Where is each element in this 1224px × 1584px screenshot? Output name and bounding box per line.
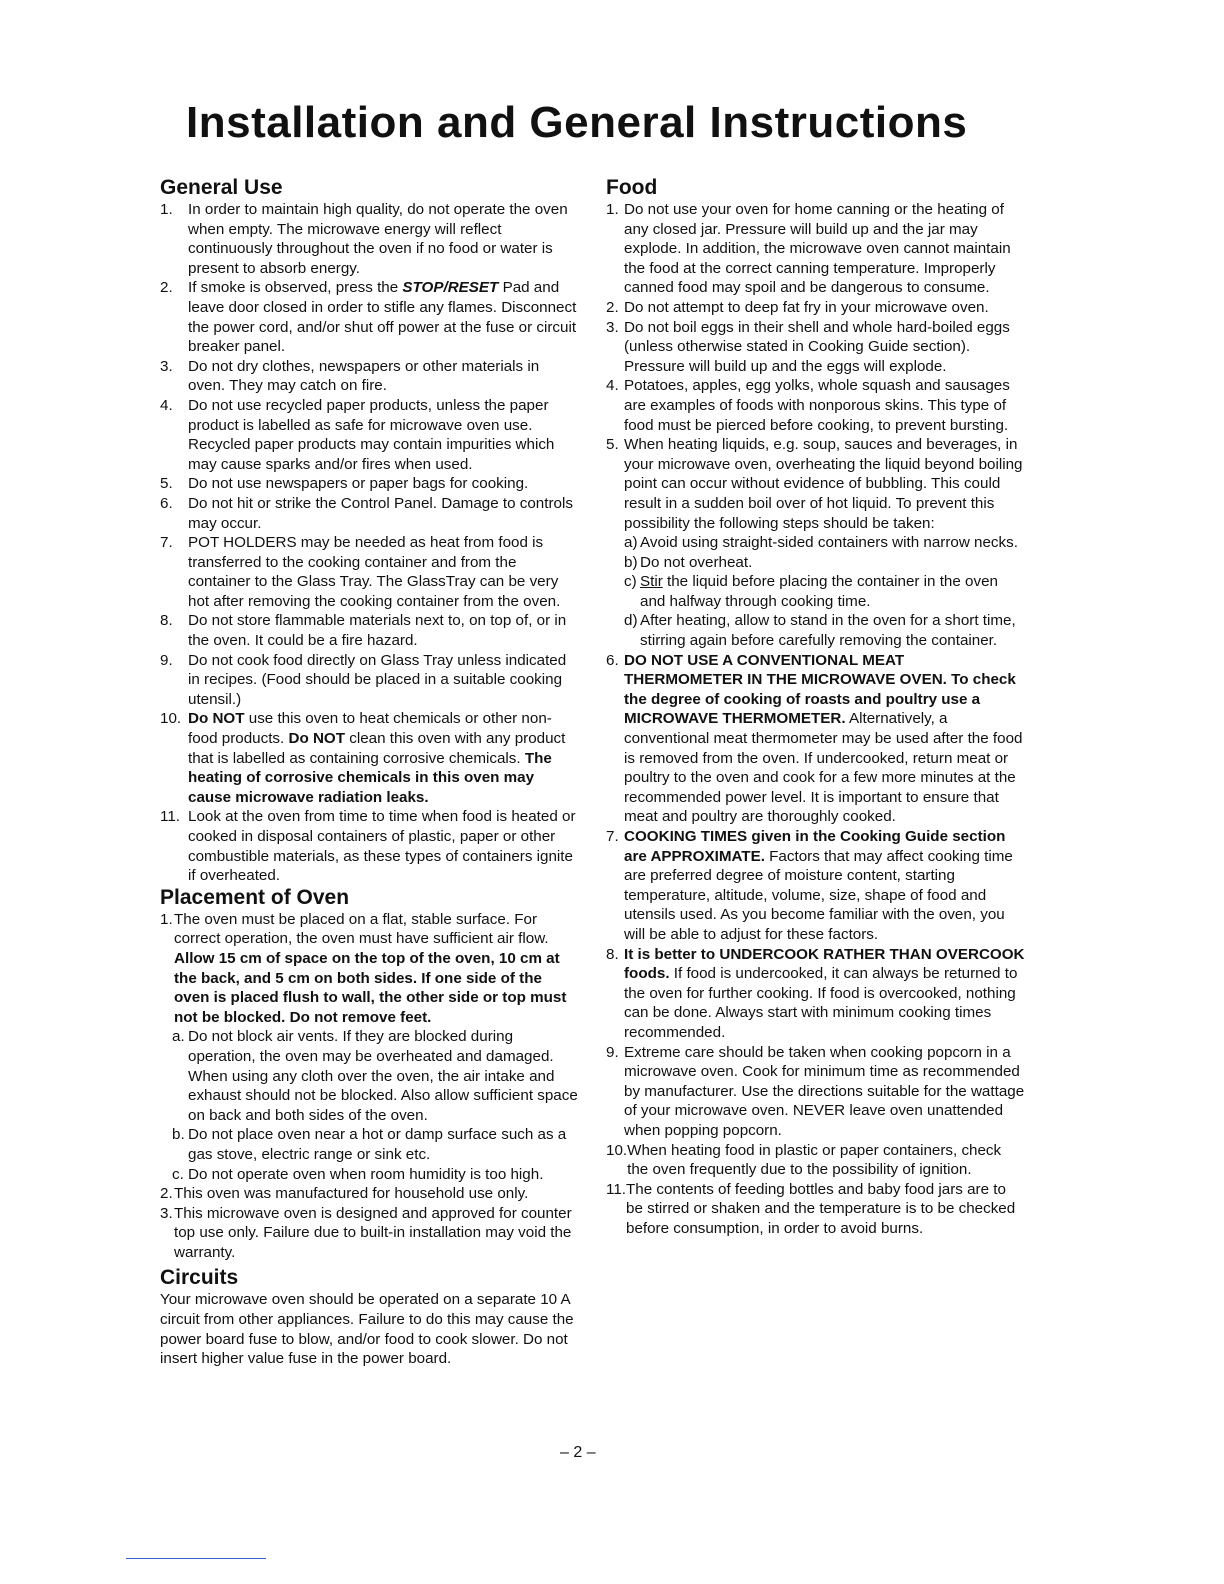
underlined-text: Stir: [640, 573, 663, 591]
item-number: 9.: [606, 1043, 619, 1061]
item-number: 2.: [606, 298, 619, 316]
sub-text: [640, 572, 1026, 611]
item-text: Do not use your oven for home canning or the heating of any closed jar. Pressure will build up and the jar may explode. In addition, the microwave oven cannot maintain the food at the correct canning temperature. Improperly canned food may spoil and be dangerous to consume.: [624, 201, 1011, 297]
bold-warning: The heating of corrosive chemicals in this oven may cause microwave radiation leaks.: [188, 749, 552, 806]
item-text: [188, 709, 580, 807]
sub-text: Do not place oven near a hot or damp surface such as a gas stove, electric range or sink etc.: [188, 1126, 567, 1163]
item-number: 11.: [606, 1180, 626, 1198]
list-item: [606, 200, 1026, 298]
footer-rule: [126, 1558, 266, 1559]
item-text: Do not use newspapers or paper bags for cooking.: [188, 475, 529, 493]
item-text: [174, 910, 580, 1028]
list-item: [160, 494, 580, 533]
list-item: [606, 827, 1026, 945]
list-item: [160, 910, 580, 1028]
item-text: [624, 827, 1026, 945]
bold-text: Allow 15 cm of space on the top of the oven, 10 cm at the back, and 5 cm on both sides. If one side of the oven is placed flush to wall, the other side or top must not be blocked. Do not remove feet.: [174, 949, 567, 1026]
sub-number: c.: [172, 1165, 184, 1183]
item-number: 3.: [160, 1204, 173, 1222]
sub-item: [624, 572, 1026, 611]
item-number: 1.: [160, 201, 173, 218]
list-item: [606, 945, 1026, 1043]
sub-item: [624, 533, 1026, 553]
list-item: [160, 278, 580, 356]
item-text: When heating food in plastic or paper containers, check the oven frequently due to the possibility of ignition.: [627, 1141, 1002, 1179]
item-number: 2.: [160, 279, 173, 297]
item-number: 8.: [606, 945, 619, 963]
placement-heading: Placement of Oven: [160, 885, 350, 909]
general-use-heading: General Use: [160, 176, 283, 199]
item-number: 6.: [606, 651, 619, 669]
item-text: Extreme care should be taken when cooking popcorn in a microwave oven. Cook for minimum time as recommended by manufacturer. Use the directions suitable for the wattage of your microwave oven. NEVER leave oven unattended when popping popcorn.: [624, 1043, 1025, 1139]
item-text: In order to maintain high quality, do not operate the oven when empty. The microwave energy will reflect continuously throughout the oven if no food or water is present to absorb energy.: [188, 201, 568, 277]
item-number: 7.: [160, 534, 173, 552]
item-text-part: The oven must be placed on a flat, stable surface. For correct operation, the oven must have sufficient air flow.: [174, 910, 549, 948]
item-text: Do not hit or strike the Control Panel. Damage to controls may occur.: [188, 494, 573, 532]
item-text: Look at the oven from time to time when food is heated or cooked in disposal containers of plastic, paper or other combustible materials, as these types of containers ignite if overheated.: [188, 808, 576, 885]
sub-text: Do not overheat.: [640, 553, 753, 571]
item-number: 1.: [606, 201, 619, 218]
food-heading: Food: [606, 176, 658, 199]
item-number: 11.: [160, 808, 180, 826]
sub-number: b): [624, 553, 638, 571]
list-item: [606, 1141, 1026, 1180]
sub-number: c): [624, 573, 637, 591]
item-number: 4.: [606, 377, 619, 395]
list-item: [160, 200, 580, 278]
item-text: When heating liquids, e.g. soup, sauces and beverages, in your microwave oven, overheating the liquid beyond boiling point can occur without evidence of bubbling. This could result in a sudden boil over of hot liquid. To prevent this possibility the following steps should be taken:: [624, 436, 1023, 532]
item-text: [188, 278, 580, 356]
sub-number: a.: [172, 1028, 185, 1046]
page-number: – 2 –: [560, 1444, 596, 1461]
list-item: [606, 1180, 1026, 1239]
right-column: [606, 176, 1026, 1238]
item-text: Do not cook food directly on Glass Tray unless indicated in recipes. (Food should be placed in a suitable cooking utensil.): [188, 651, 567, 708]
bold-text: COOKING TIMES given in the Cooking Guide section are APPROXIMATE.: [624, 828, 1006, 865]
item-number: 1.: [160, 910, 173, 928]
item-text-part: clean this oven with any product that is labelled as containing corrosive chemicals.: [188, 730, 566, 767]
item-text-part: Pad and leave door closed in order to stifle any flames. Disconnect the power cord, and/or shut off power at the fuse or circuit breaker panel.: [188, 279, 577, 356]
list-item: [160, 1204, 580, 1263]
bold-text: It is better to UNDERCOOK RATHER THAN OVERCOOK foods.: [624, 945, 1025, 983]
item-text: POT HOLDERS may be needed as heat from food is transferred to the cooking container and from the container to the Glass Tray. The GlassTray can be very hot after removing the cooking container from the oven.: [188, 534, 561, 610]
item-text: [624, 651, 1026, 827]
list-item: [160, 474, 580, 494]
list-item: [160, 611, 580, 650]
sub-text: After heating, allow to stand in the oven for a short time, stirring again before carefully removing the container.: [640, 612, 1016, 650]
item-text: Do not dry clothes, newspapers or other materials in oven. They may catch on fire.: [188, 357, 540, 395]
item-number: 6.: [160, 494, 173, 512]
item-number: 10.: [160, 710, 182, 728]
item-text: Do not boil eggs in their shell and whole hard-boiled eggs (unless otherwise stated in Cooking Guide section). Pressure will build up and the eggs will explode.: [624, 318, 1010, 375]
sub-text-part: the liquid before placing the container in the oven and halfway through cooking time.: [640, 573, 998, 610]
item-text-part: use this oven to heat chemicals or other non-food products.: [188, 710, 552, 748]
list-item: [606, 1043, 1026, 1141]
list-item: [160, 651, 580, 710]
item-text: Do not attempt to deep fat fry in your microwave oven.: [624, 298, 989, 316]
list-item: [606, 376, 1026, 435]
item-number: 7.: [606, 828, 619, 845]
sub-text: Do not block air vents. If they are blocked during operation, the oven may be overheated and damaged. When using any cloth over the oven, the air intake and exhaust should not be blocked. Also allow sufficient space on back and both sides of the oven.: [188, 1028, 578, 1124]
list-item: [606, 651, 1026, 827]
stop-reset-label: STOP/RESET: [402, 279, 499, 297]
list-item: [606, 298, 1026, 318]
item-text: The contents of feeding bottles and baby food jars are to be stirred or shaken and the temperature is to be checked before consumption, in order to avoid burns.: [626, 1180, 1016, 1237]
item-text-part: Alternatively, a conventional meat thermometer may be used after the food is removed from the oven. If undercooked, return meat or poultry to the oven and cook for a few more minutes at the recommended power level. It is important to ensure that meat and poultry are thoroughly cooked.: [624, 710, 1023, 826]
bold-text: Do NOT: [188, 710, 245, 728]
bold-text: DO NOT USE A CONVENTIONAL MEAT THERMOMETER IN THE MICROWAVE OVEN. To check the degree of cooking of roasts and poultry use a MICROWAVE THERMOMETER.: [624, 651, 1016, 728]
sub-text: Avoid using straight-sided containers with narrow necks.: [640, 534, 1018, 552]
list-item: [160, 533, 580, 611]
item-text: Do not store flammable materials next to, on top of, or in the oven. It could be a fire hazard.: [188, 612, 567, 650]
item-number: 3.: [160, 357, 173, 375]
item-text-part: If smoke is observed, press the: [188, 279, 403, 297]
item-text: This oven was manufactured for household use only.: [174, 1185, 529, 1203]
item-text: [624, 945, 1026, 1043]
list-item: [160, 807, 580, 885]
item-number: 10.: [606, 1141, 628, 1159]
list-item: [160, 396, 580, 474]
sub-item: [172, 1125, 580, 1164]
sub-item: [624, 553, 1026, 573]
item-number: 5.: [160, 475, 173, 493]
item-text: Potatoes, apples, egg yolks, whole squash and sausages are examples of foods with nonporous skins. This type of food must be pierced before cooking, to prevent bursting.: [624, 377, 1010, 434]
page-title: Installation and General Instructions: [186, 98, 968, 147]
list-item: [606, 318, 1026, 377]
item-number: 8.: [160, 612, 173, 630]
item-number: 3.: [606, 318, 619, 336]
list-item: [160, 357, 580, 396]
sub-text: Do not operate oven when room humidity is too high.: [188, 1165, 544, 1183]
sub-item: [624, 611, 1026, 650]
bold-text: Do NOT: [288, 730, 346, 748]
item-text-part: If food is undercooked, it can always be returned to the oven for further cooking. If food is overcooked, nothing can be done. Always start with minimum cooking times recommended.: [624, 965, 1018, 1041]
sub-number: a): [624, 534, 638, 552]
sub-item: [172, 1165, 580, 1185]
item-number: 4.: [160, 396, 173, 414]
sub-number: d): [624, 612, 638, 630]
sub-number: b.: [172, 1126, 185, 1144]
item-text-part: Factors that may affect cooking time are preferred degree of moisture content, starting temperature, altitude, volume, size, shape of food and utensils used. As you become familiar with the oven, you will be able to adjust for these factors.: [624, 847, 1013, 943]
item-number: 9.: [160, 651, 173, 669]
left-column: [160, 176, 580, 1369]
item-text: This microwave oven is designed and approved for counter top use only. Failure due to built-in installation may void the warranty.: [174, 1204, 572, 1261]
list-item: [160, 709, 580, 807]
item-number: 5.: [606, 436, 619, 454]
circuits-heading: Circuits: [160, 1266, 239, 1290]
item-text: Do not use recycled paper products, unless the paper product is labelled as safe for microwave oven use. Recycled paper products may contain impurities which may cause sparks and/or fires when used.: [188, 396, 555, 473]
general-use-list: [160, 200, 580, 886]
item-number: 2.: [160, 1185, 173, 1203]
sub-item: [172, 1027, 580, 1125]
list-item: [606, 435, 1026, 533]
circuits-text: Your microwave oven should be operated on a separate 10 A circuit from other appliances. Failure to do this may cause the power board fuse to blow, and/or food to cook slower. Do not insert higher value fuse in the power board.: [160, 1291, 574, 1368]
list-item: [160, 1184, 580, 1204]
